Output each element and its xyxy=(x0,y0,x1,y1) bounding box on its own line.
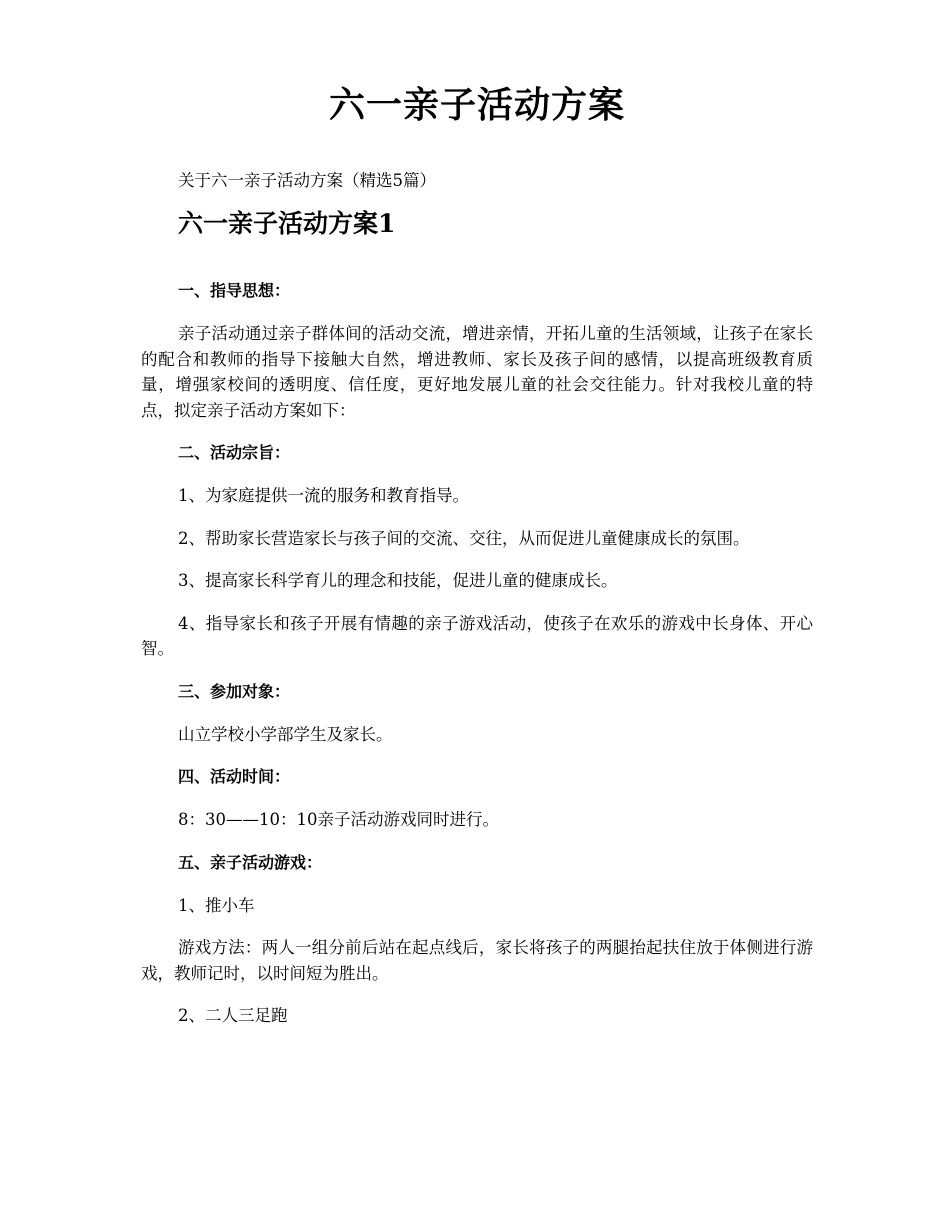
heading-guiding-thought: 一、指导思想： xyxy=(178,281,291,300)
paragraph-game-1-method: 游戏方法：两人一组分前后站在起点线后，家长将孩子的两腿抬起扶住放于体侧进行游戏，教师记时，以时间短为胜出。 xyxy=(141,938,813,983)
heading-participants: 三、参加对象： xyxy=(178,681,291,701)
paragraph-guiding-thought: 亲子活动通过亲子群体间的活动交流，增进亲情，开拓儿童的生活领域，让孩子在家长的配合和教师的指导下接触大自然，增进教师、家长及孩子间的感情，以提高班级教育质量，增强家校间的透明度、信任度，更好地发展儿童的社会交往能力。针对我校儿童的特点，拟定亲子活动方案如下： xyxy=(141,324,813,420)
document-subtitle: 关于六一亲子活动方案（精选5篇） xyxy=(178,171,436,190)
heading-activity-time: 四、活动时间： xyxy=(178,767,291,786)
paragraph-purpose-2: 2、帮助家长营造家长与孩子间的交流、交往，从而促进儿童健康成长的氛围。 xyxy=(178,528,750,548)
paragraph-activity-time: 8：30——10：10亲子活动游戏同时进行。 xyxy=(178,810,499,829)
paragraph-purpose-1: 1、为家庭提供一流的服务和教育指导。 xyxy=(178,486,469,505)
document-title: 六一亲子活动方案 xyxy=(328,84,625,126)
paragraph-participants: 山立学校小学部学生及家长。 xyxy=(178,724,393,744)
document-page xyxy=(141,0,813,1029)
paragraph-game-1-title: 1、推小车 xyxy=(178,895,255,915)
paragraph-purpose-4: 4、指导家长和孩子开展有情趣的亲子游戏活动，使孩子在欢乐的游戏中长身体、开心智。 xyxy=(141,613,813,658)
paragraph-purpose-3: 3、提高家长科学育儿的理念和技能，促进儿童的健康成长。 xyxy=(178,571,618,590)
heading-activity-purpose: 二、活动宗旨： xyxy=(178,443,291,462)
section-title: 六一亲子活动方案1 xyxy=(178,209,396,238)
heading-games: 五、亲子活动游戏： xyxy=(178,852,323,872)
paragraph-game-2-title: 2、二人三足跑 xyxy=(178,1006,288,1025)
